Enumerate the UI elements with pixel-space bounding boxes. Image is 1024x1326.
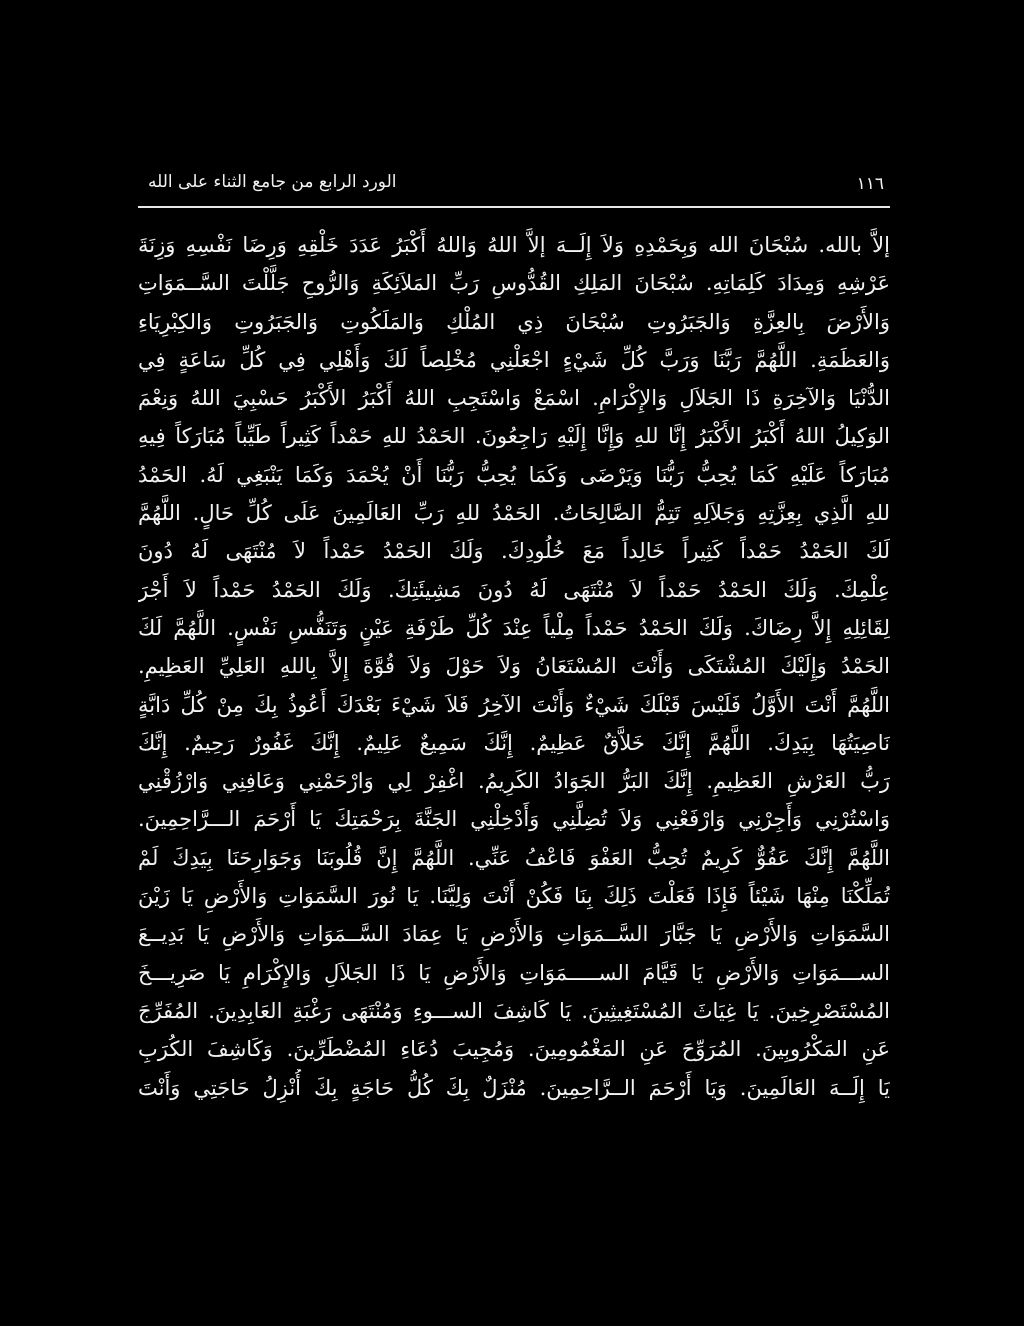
text-line: عَنِ المَكْرُوبِينَ. المُرَوِّحَ عَنِ المَغْمُومِينَ. وَمُجِيبَ دُعَاءِ المُضْطَرِّينَ. وَكَاشِفَ الكُرَبِ	[138, 1037, 890, 1062]
text-line: وَالأَرْضَ بِالعِزَّةِ وَالجَبَرُوتِ سُبْحَانَ ذِي المُلْكِ وَالمَلَكُوتِ وَالجَبَرُوتِ وَالكِبْرِيَاءِ	[138, 309, 890, 334]
text-line: لِقَائِلِهِ إِلاَّ رِضَاكَ. وَلَكَ الحَمْدُ حَمْداً مِلْياً عِنْدَ كُلِّ طَرْفَةِ عَيْنٍ وَتَنَفُّسِ نَفْسٍ. اللَّهُمَّ لَكَ	[138, 615, 890, 640]
text-line: الســـمَوَاتِ وَالأَرْضِ يَا قَيَّامَ الســـــمَوَاتِ وَالأَرْضِ يَا ذَا الجَلاَلِ وَالإِكْرَامِ يَا صَرِيـــخَ	[138, 960, 890, 985]
text-line: للهِ الَّذِي بِعِزَّتِهِ وَجَلاَلِهِ تَتِمُّ الصَّالِحَاتُ. الحَمْدُ للهِ رَبِّ العَالَمِينَ عَلَى كُلِّ حَالٍ. اللَّهُمَّ	[138, 501, 890, 526]
text-line: إلاَّ بالله. سُبْحَانَ الله وَبِحَمْدِهِ وَلاَ إِلَــهَ إلاَّ اللهُ وَاللهُ أَكْبَرُ عَدَدَ خَلْقِهِ وَرِضَا نَفْسِهِ وَزِنَةَ	[138, 233, 890, 257]
text-line: اللَّهُمَّ أَنْتَ الأَوَّلُ فَلَيْسَ قَبْلَكَ شَيْءٌ وَأَنْتَ الآخِرُ فَلاَ شَيْءَ بَعْدَكَ أَعُوذُ بِكَ مِنْ كُلِّ دَابَّةٍ	[138, 692, 890, 717]
text-line: رَبُّ العَرْشِ العَظِيمِ. إِنَّكَ البَرُّ الجَوَادُ الكَرِيمُ. اغْفِرْ لِي وَارْحَمْنِي وَعَافِنِي وَارْزُقْنِي	[138, 769, 890, 794]
text-line: نَاصِيَتُهَا بِيَدِكَ. اللَّهُمَّ إِنَّكَ خَلاَّقٌ عَظِيمٌ. إِنَّكَ سَمِيعٌ عَلِيمٌ. إِنَّكَ غَفُورٌ رَحِيمٌ. إِنَّكَ	[138, 730, 890, 755]
text-line: وَالعَظَمَةِ. اللَّهُمَّ رَبَّنَا وَرَبَّ كُلِّ شَيْءٍ اجْعَلْنِي مُخْلِصاً لَكَ وَأَهْلِي فِي كُلِّ سَاعَةٍ فِي	[138, 347, 890, 372]
page-number: ١١٦	[856, 174, 884, 194]
text-line: اللَّهُمَّ إِنَّكَ عَفُوٌّ كَرِيمٌ تُحِبُّ العَفْوَ فَاعْفُ عَنِّي. اللَّهُمَّ إِنَّ قُلُوبَنَا وَجَوَارِحَنَا بِيَدِكَ لَمْ	[138, 845, 890, 870]
text-line: وَاسْتُرْنِي وَأَجِرْنِي وَارْفَعْنِي وَلاَ تُضِلَّنِي وَأَدْخِلْنِي الجَنَّةَ بِرَحْمَتِكَ يَا أَرْحَمَ الـــرَّاحِمِينَ.	[138, 807, 890, 832]
text-line: مُبَارَكاً عَلَيْهِ كَمَا يُحِبُّ رَبُّنَا وَيَرْضَى وَكَمَا يُحِبُّ رَبُّنَا أَنْ يُحْمَدَ وَكَمَا يَنْبَغِي لَهُ. الحَمْدُ	[138, 462, 890, 487]
text-line: الدُّنْيَا وَالآخِرَةِ ذَا الجَلاَلِ وَالإِكْرَامِ. اسْمَعْ وَاسْتَجِبِ اللهُ أَكْبَرُ الأَكْبَرُ حَسْبِيَ اللهُ وَنِعْمَ	[138, 386, 890, 411]
book-page	[138, 168, 890, 1168]
page-header	[138, 168, 890, 202]
text-line: يَا إِلَــهَ العَالَمِينَ. وَيَا أَرْحَمَ الــرَّاحِمِينَ. مُنْزَلٌ بِكَ كُلُّ حَاجَةٍ بِكَ أُنْزِلُ حَاجَتِي وَأَنْتَ	[138, 1075, 890, 1100]
text-line: المُسْتَصْرِخِينَ. يَا غِيَاثَ المُسْتَغِيثِينَ. يَا كَاشِفَ الســـوءِ وَمُنْتَهَى رَغْبَةِ العَابِدِينَ. المُفَرِّجَ	[138, 998, 890, 1023]
body-text	[138, 226, 890, 1107]
header-rule	[138, 206, 890, 208]
text-line: عَرْشِهِ وَمِدَادَ كَلِمَاتِهِ. سُبْحَانَ المَلِكِ القُدُّوسِ رَبِّ المَلاَئِكَةِ وَالرُّوحِ جَلَّلْتَ السَّــمَوَاتِ	[138, 271, 890, 296]
text-line: السَّمَوَاتِ وَالأَرْضِ يَا جَبَّارَ السَّــمَوَاتِ وَالأَرْضِ يَا عِمَادَ السَّــمَوَاتِ وَالأَرْضِ يَا بَدِيــعَ	[138, 922, 890, 947]
text-line: تُمَلِّكْنَا مِنْهَا شَيْئاً فَإِذَا فَعَلْتَ ذَلِكَ بِنَا فَكُنْ أَنْتَ وَلِيَّنَا. يَا نُورَ السَّمَوَاتِ وَالأَرْضِ يَا زَيْنَ	[138, 884, 890, 909]
text-line: الحَمْدُ وَإِلَيْكَ المُشْتَكَى وَأَنْتَ المُسْتَعَانُ وَلاَ حَوْلَ وَلاَ قُوَّةَ إِلاَّ بِاللهِ العَلِيِّ العَظِيمِ.	[138, 654, 890, 679]
text-line: الوَكِيلُ اللهُ أَكْبَرُ الأَكْبَرُ إِنَّا للهِ وَإِنَّا إِلَيْهِ رَاجِعُونَ. الحَمْدُ للهِ حَمْداً كَثِيراً طَيِّباً مُبَارَكاً فِيهِ	[138, 424, 890, 449]
running-head: الورد الرابع من جامع الثناء على الله	[148, 172, 397, 192]
text-line: عِلْمِكَ. وَلَكَ الحَمْدُ حَمْداً لاَ مُنْتَهَى لَهُ دُونَ مَشِيئَتِكَ. وَلَكَ الحَمْدُ حَمْداً لاَ أَجْرَ	[138, 577, 890, 602]
text-line: لَكَ الحَمْدُ حَمْداً كَثِيراً خَالِداً مَعَ خُلُودِكَ. وَلَكَ الحَمْدُ حَمْداً لاَ مُنْتَهَى لَهُ دُونَ	[138, 539, 890, 564]
